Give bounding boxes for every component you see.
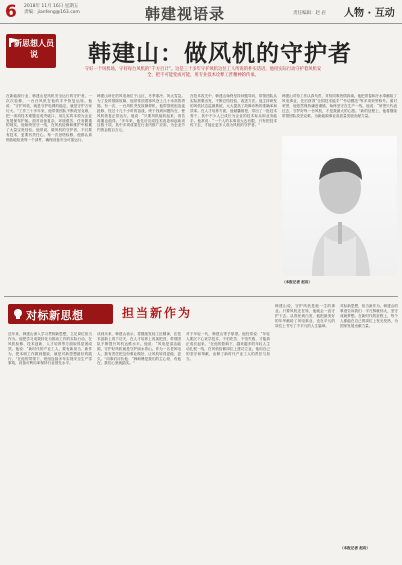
- issue-date: 2018年 11月 16日 星期五: [24, 4, 79, 9]
- dialogue-column-4: 韩建山说，守护风机是他一生的事业。只要风机还在转，他就会一直守护下去。从青丝到白发，他把最美好的年华献给了风电事业，也在平凡的岗位上书写了不平凡的人生篇章。: [275, 304, 335, 328]
- issue-contact: 责编：jianfeng@163.com: [24, 10, 80, 15]
- article-signature: [282, 280, 397, 294]
- dialogue-signature: [340, 546, 398, 558]
- person-illustration: [282, 136, 397, 276]
- lightbulb-icon: [12, 308, 24, 320]
- article-summary: 守好一个风机场，守好每台风机的“千方百计”。这是三十多年守护风机这位工人所说的朴实话语，他用实际行动守护着风机安全，把不可能变成可能，用专业技术诠释工匠精神的传承。: [84, 67, 322, 79]
- dialogue-subtitle: 担当新作为: [122, 306, 193, 320]
- article-title: 韩建山：做风机的守护者: [88, 40, 352, 67]
- dialogue-badge-label: 对标新思想: [26, 309, 84, 322]
- article-column-4a: 韩建山对待工作认真负责，对待同事热情真诚。他把青春和汗水奉献给了风电事业，先后获得“全国技术能手”“劳动模范”等多项荣誉称号。面对荣誉，他依然保持谦虚谨慎，始终坚守在生产一线。他说：“荣誉只代表过去，守护好每一台风机，才是我最大的心愿。”新的征程上，他将继续带领团队攻坚克难，为新能源事业高质量发展贡献力量。: [282, 94, 397, 118]
- dialogue-column-1: 近年来，韩建山深入学习贯彻新思想，立足岗位担当作为。他把学习成果转化为推动工作的实际行动，在风机检修、技术创新、人才培养等方面取得显著成效。他说：“新时代的产业工人，要有新担当、新作为，把本职工作做到极致，就是对新思想最好的践行。”在他的带领下，班组连续多年实现安全生产零事故，设备可利用率保持行业领先水平。: [8, 332, 92, 366]
- section-divider: [4, 296, 398, 297]
- dialogue-badge: [8, 304, 113, 324]
- editor-credit: 责任编辑：赵 岩: [293, 11, 326, 16]
- column-badge-label: 新思想人员说: [14, 39, 54, 59]
- dialogue-column-2: 谈到未来，韩建山表示，将继续发扬工匠精神，在技术创新上再下功夫，在人才培养上再加把劲，带领团队不断提升风机运维水平。他说：“风电是清洁能源，守护好风机就是守护绿水青山。作为一名老风电人，我有责任把这份事业做好，让风机转得更稳、更久。”同事们评价他：“韩师傅是我们的主心骨，有他在，我们心里就踏实。”: [97, 332, 181, 366]
- issue-meta: [24, 4, 80, 16]
- portrait-photo: [282, 136, 397, 276]
- page-number: 6: [5, 2, 17, 22]
- dialogue-signature-text: （本报记者 赵岩）: [340, 546, 371, 550]
- article-column-1: 在新能源行业，韩建山是风机安全运行的守护者。一次次检修，一台台风机在他的手中恢复运转。他说：“守护风机，就是守护电网的稳定，就是守护万家灯火。”工作三十多年来，他带领团队不断攻坚克难，把一项项技术难题变成突破口，用扎实的本领为企业发展保驾护航。面对设备复杂、环境艰苦、任务繁重的现实，他始终坚守一线，在风机检修和维护中积累了大量宝贵经验。他常说，做风机的守护者，不仅要有技术，更要有责任心。每一次登塔检修，他都认真细致地检查每一个部件，确保设备安全可靠运行。: [6, 94, 92, 143]
- dialogue-column-5: 对标新思想，担当新作为。韩建山的事迹告诉我们：平凡铸就伟大，坚守成就梦想。在新时代的征程上，每个人都能在自己的岗位上发光发热，为国家发展贡献力量。: [340, 304, 398, 328]
- signature-text: （本报记者 赵岩）: [282, 280, 313, 284]
- masthead: 韩建视语录: [145, 5, 226, 23]
- section-name: 人物 · 互动: [344, 8, 395, 19]
- column-badge: [6, 34, 56, 68]
- dialogue-column-3: 对于年轻一代，韩建山寄予厚望。他经常说：“年轻人要沉下心来学技术，不怕吃苦、不怕失败，才能真正成长起来。”在他的影响下，越来越多的年轻人主动扎根一线，在风机检修岗位上建功立业。他用自己的坚守和奉献，诠释了新时代产业工人的责任与担当。: [186, 332, 270, 361]
- article-column-3: 在技术攻关中，韩建山始终坚持问题导向，带领团队从实际需要出发，不断总结经验、改进方法。他主持研发的风机状态监测系统，大大提高了故障诊断的准确率和效率。在人才培养方面，他倾囊相授，带出了一批技术骨干，其中不少人已成长为企业的技术标兵和业务能手。他常说：“一个人的本事再大也有限，只有把技术传下去，才能让更多人成为风机的守护者。”: [190, 94, 277, 128]
- article-column-2: 韩建山所在的风电场位于山区，冬季寒冷，风大雪急。为了及时排除故障，他常常顶着寒风登上几十米高的塔筒。有一次，一台风机突发故障停机，他带领班组连夜抢修，经过十几个小时的奋战，终于找到问题所在，使风机恢复正常运行。他说：“只要风机能转起来，再苦再累也值得。”多年来，他先后完成技术改造和创新项目数十项，其中多项成果在行业内推广应用，为企业节约资金数百万元。: [97, 94, 185, 133]
- page-header: [0, 0, 402, 24]
